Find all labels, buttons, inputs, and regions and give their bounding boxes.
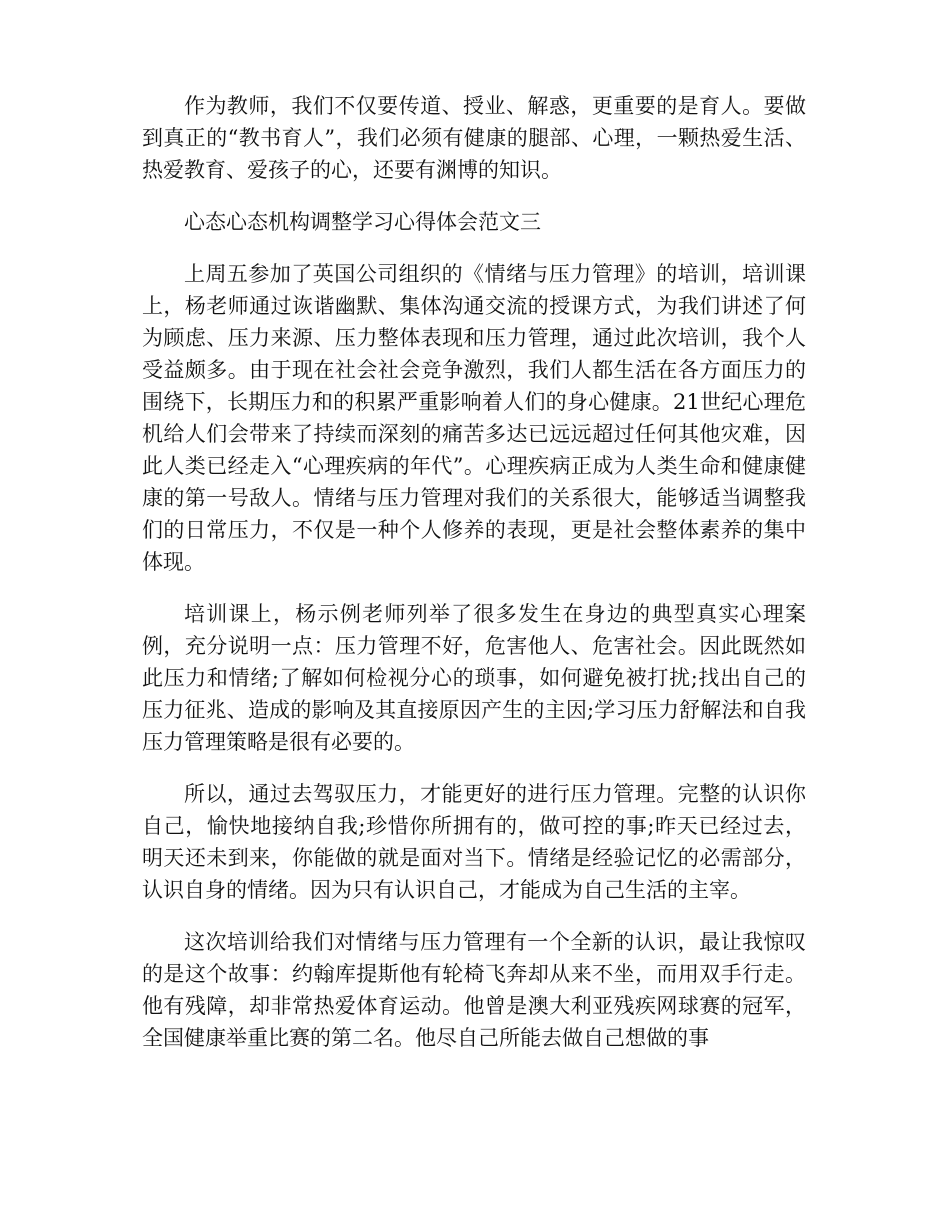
paragraph-training-cases: 培训课上，杨示例老师列举了很多发生在身边的典型真实心理案例，充分说明一点：压力管理不好，危害他人、危害社会。因此既然如此压力和情绪;了解如何检视分心的琐事，如何避免被打扰;找出自己的压力征兆、造成的影响及其直接原因产生的主因;学习压力舒解法和自我压力管理策略是很有必要的。 — [142, 602, 806, 754]
paragraph-teacher-role: 作为教师，我们不仅要传道、授业、解惑，更重要的是育人。要做到真正的“教书育人”，我们必须有健康的腿部、心理，一颗热爱生活、热爱教育、爱孩子的心，还要有渊博的知识。 — [142, 94, 806, 182]
paragraph-stress-control: 所以，通过去驾驭压力，才能更好的进行压力管理。完整的认识你自己，愉快地接纳自我;珍惜你所拥有的，做可控的事;昨天已经过去，明天还未到来，你能做的就是面对当下。情绪是经验记忆的必需部分，认识自身的情绪。因为只有认识自己，才能成为自己生活的主宰。 — [142, 782, 806, 902]
paragraph-story: 这次培训给我们对情绪与压力管理有一个全新的认识，最让我惊叹的是这个故事：约翰库提斯他有轮椅飞奔却从来不坐，而用双手行走。他有残障，却非常热爱体育运动。他曾是澳大利亚残疾网球赛的冠军，全国健康举重比赛的第二名。他尽自己所能去做自己想做的事 — [142, 930, 806, 1050]
section-heading: 心态心态机构调整学习心得体会范文三 — [184, 210, 541, 234]
paragraph-training-intro: 上周五参加了英国公司组织的《情绪与压力管理》的培训，培训课上，杨老师通过诙谐幽默、集体沟通交流的授课方式，为我们讲述了何为顾虑、压力来源、压力整体表现和压力管理，通过此次培训，我个人受益颇多。由于现在社会社会竞争激烈，我们人都生活在各方面压力的围绕下，长期压力和的积累严重影响着人们的身心健康。21世纪心理危机给人们会带来了持续而深刻的痛苦多达已远远超过任何其他灾难，因此人类已经走入“心理疾病的年代”。心理疾病正成为人类生命和健康健康的第一号敌人。情绪与压力管理对我们的关系很大，能够适当调整我们的日常压力，不仅是一种个人修养的表现，更是社会整体素养的集中体现。 — [142, 262, 806, 574]
document-body — [142, 90, 806, 1074]
